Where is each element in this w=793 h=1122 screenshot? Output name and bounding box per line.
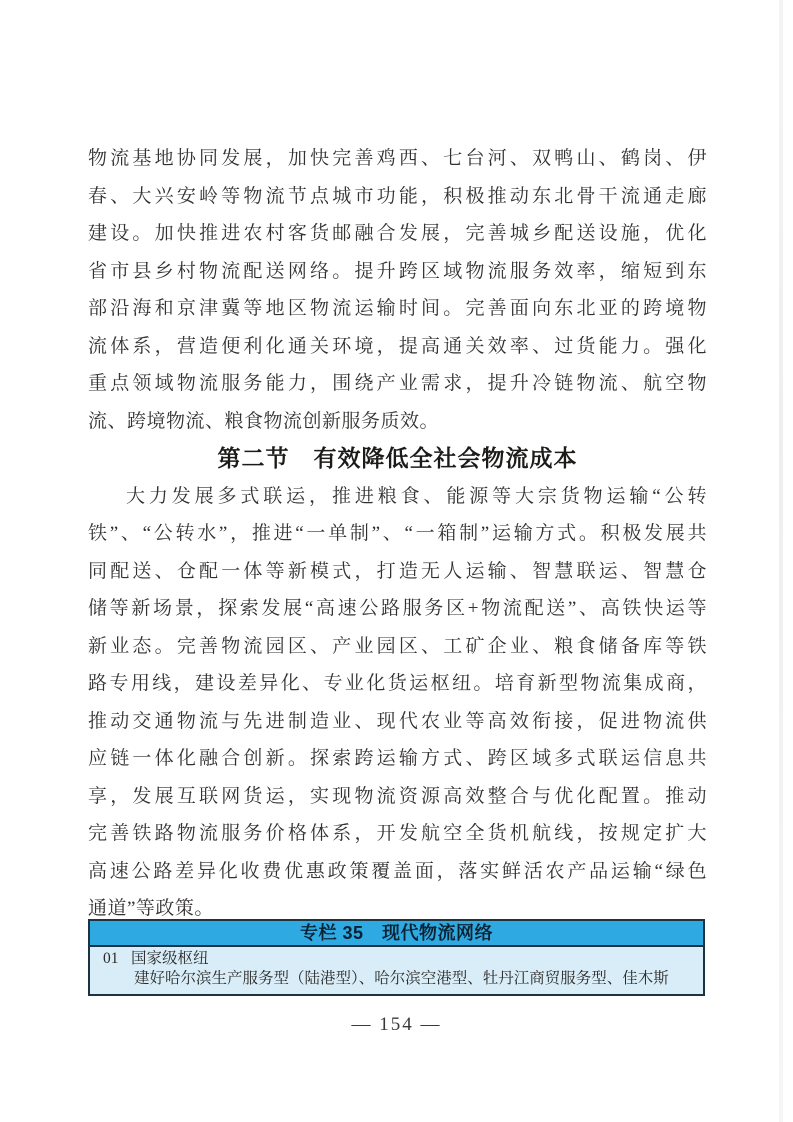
text-line: 建设。加快推进农村客货邮融合发展，完善城乡配送设施，优化 <box>88 223 707 244</box>
text-line: 部沿海和京津冀等地区物流运输时间。完善面向东北亚的跨境物 <box>88 298 707 319</box>
paragraph-after-heading <box>88 478 707 928</box>
text-line: 高速公路差异化收费优惠政策覆盖面，落实鲜活农产品运输“绿色 <box>88 860 707 882</box>
text-line: 应链一体化融合创新。探索跨运输方式、跨区域多式联运信息共 <box>88 748 707 769</box>
column-panel-35 <box>88 919 705 996</box>
text-line: 春、大兴安岭等物流节点城市功能，积极推动东北骨干流通走廊 <box>88 185 707 207</box>
text-line: 路专用线，建设差异化、专业化货运枢纽。培育新型物流集成商， <box>88 673 707 694</box>
text-line: 同配送、仓配一体等新模式，打造无人运输、智慧联运、智慧仓 <box>88 560 707 582</box>
panel-item-text: 建好哈尔滨生产服务型（陆港型）、哈尔滨空港型、牡丹江商贸服务型、佳木斯 <box>134 970 669 987</box>
text-line: 推动交通物流与先进制造业、现代农业等高效衔接，促进物流供 <box>88 710 707 732</box>
body-text <box>88 140 707 928</box>
section-heading: 第二节 有效降低全社会物流成本 <box>217 445 578 471</box>
panel-body <box>90 947 703 994</box>
text-line: 重点领域物流服务能力，围绕产业需求，提升冷链物流、航空物 <box>88 373 707 394</box>
paragraph-before-heading <box>88 140 707 440</box>
text-line: 新业态。完善物流园区、产业园区、工矿企业、粮食储备库等铁 <box>88 635 707 657</box>
text-line: 铁”、“公转水”，推进“一单制”、“一箱制”运输方式。积极发展共 <box>88 523 707 544</box>
panel-title: 专栏 35 现代物流网络 <box>90 921 703 947</box>
text-line: 流、跨境物流、粮食物流创新服务质效。 <box>88 410 440 432</box>
text-line: 储等新场景，探索发展“高速公路服务区+物流配送”、高铁快运等 <box>88 598 707 619</box>
panel-item-number: 01 <box>103 950 119 967</box>
text-line: 大力发展多式联运，推进粮食、能源等大宗货物运输“公转 <box>126 485 707 507</box>
text-line: 物流基地协同发展，加快完善鸡西、七台河、双鸭山、鹤岗、伊 <box>88 148 707 169</box>
panel-item-header <box>90 949 703 969</box>
scan-shadow-right <box>779 0 783 1122</box>
text-line: 享，发展互联网货运，实现物流资源高效整合与优化配置。推动 <box>88 785 707 807</box>
text-line: 完善铁路物流服务价格体系，开发航空全货机航线，按规定扩大 <box>88 823 707 844</box>
text-line: 通道”等政策。 <box>88 898 214 919</box>
text-line: 省市县乡村物流配送网络。提升跨区域物流服务效率，缩短到东 <box>88 260 707 282</box>
panel-item-title: 国家级枢纽 <box>131 950 209 967</box>
text-line: 流体系，营造便利化通关环境，提高通关效率、过货能力。强化 <box>88 335 707 357</box>
page-number: — 154 — <box>351 1014 442 1035</box>
